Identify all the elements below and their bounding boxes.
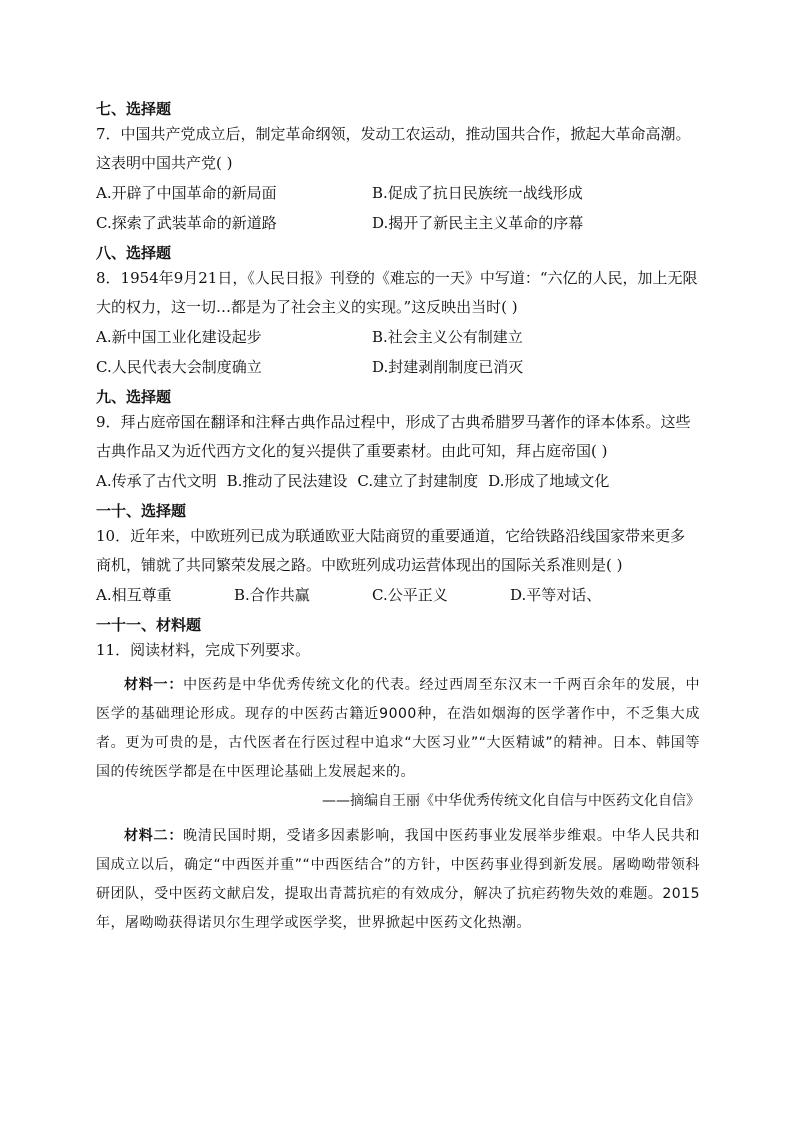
- option-7b[interactable]: B.促成了抗日民族统一战线形成: [372, 184, 583, 202]
- material-two: [96, 822, 700, 938]
- option-7d[interactable]: D.揭开了新民主主义革命的序幕: [372, 214, 584, 232]
- option-8b[interactable]: B.社会主义公有制建立: [372, 328, 523, 346]
- option-9c[interactable]: C.建立了封建制度: [357, 472, 479, 490]
- option-8d[interactable]: D.封建剥削制度已消灭: [372, 358, 524, 376]
- material-two-text: 晚清民国时期，受诸多因素影响，我国中医药事业发展举步维艰。中华人民共和国成立以后，确定“中西医并重”“中西医结合”的方针，中医药事业得到新发展。屠呦呦带领科研团队，受中医药文献启发，提取出青蒿抗疟的有效成分，解决了抗疟药物失效的难题。2015年，屠呦呦获得诺贝尔生理学或医学奖，世界掀起中医药文化热潮。: [96, 828, 701, 931]
- option-8c[interactable]: C.人民代表大会制度确立: [96, 358, 262, 376]
- material-one-label: 材料一：: [124, 677, 184, 693]
- question-10-stem: 10．近年来，中欧班列已成为联通欧亚大陆商贸的重要通道，它给铁路沿线国家带来更多商机，铺就了共同繁荣发展之路。中欧班列成功运营体现出的国际关系准则是( ): [96, 527, 686, 574]
- option-10a[interactable]: A.相互尊重: [96, 586, 172, 604]
- option-9b[interactable]: B.推动了民法建设: [226, 472, 348, 490]
- material-one-text: 中医药是中华优秀传统文化的代表。经过西周至东汉末一千两百余年的发展，中医学的基础理论形成。现存的中医药古籍近9000种，在浩如烟海的医学著作中，不乏集大成者。更为可贵的是，古代医者在行医过程中追求“大医习业”“大医精诚”的精神。日本、韩国等国的传统医学都是在中医理论基础上发展起来的。: [96, 677, 701, 780]
- material-one: [96, 671, 700, 787]
- question-8-stem: 8．1954年9月21日，《人民日报》刊登的《难忘的一天》中写道：“六亿的人民，加上无限大的权力，这一切…都是为了社会主义的实现。”这反映出当时( ): [96, 269, 698, 316]
- material-two-label: 材料二：: [124, 828, 184, 844]
- option-7c[interactable]: C.探索了武装革命的新道路: [96, 214, 277, 232]
- section-title-8: 八、选择题: [96, 244, 172, 262]
- section-title-9: 九、选择题: [96, 388, 172, 406]
- option-7a[interactable]: A.开辟了中国革命的新局面: [96, 184, 277, 202]
- option-9d[interactable]: D.形成了地域文化: [488, 472, 610, 490]
- question-9-stem: 9．拜占庭帝国在翻译和注释古典作品过程中，形成了古典希腊罗马著作的译本体系。这些古典作品又为近代西方文化的复兴提供了重要素材。由此可知，拜占庭帝国( ): [96, 413, 691, 460]
- exam-page: [96, 98, 700, 938]
- section-title-7: 七、选择题: [96, 100, 172, 118]
- question-11-stem: 11．阅读材料，完成下列要求。: [96, 641, 311, 659]
- option-8a[interactable]: A.新中国工业化建设起步: [96, 328, 262, 346]
- option-9a[interactable]: A.传承了古代文明: [96, 472, 217, 490]
- option-10d[interactable]: D.平等对话、: [510, 586, 602, 604]
- question-9-options: [96, 466, 700, 496]
- option-10b[interactable]: B.合作共赢: [234, 586, 310, 604]
- question-7-options: [96, 178, 700, 238]
- option-10c[interactable]: C.公平正义: [372, 586, 448, 604]
- question-7-stem: 7．中国共产党成立后，制定革命纲领，发动工农运动，推动国共合作，掀起大革命高潮。这表明中国共产党( ): [96, 125, 691, 172]
- question-10-options: [96, 580, 700, 610]
- section-title-11: 一十一、材料题: [96, 616, 202, 634]
- section-title-10: 一十、选择题: [96, 502, 187, 520]
- question-8-options: [96, 322, 700, 382]
- material-one-source: ——摘编自王丽《中华优秀传统文化自信与中医药文化自信》: [322, 793, 700, 809]
